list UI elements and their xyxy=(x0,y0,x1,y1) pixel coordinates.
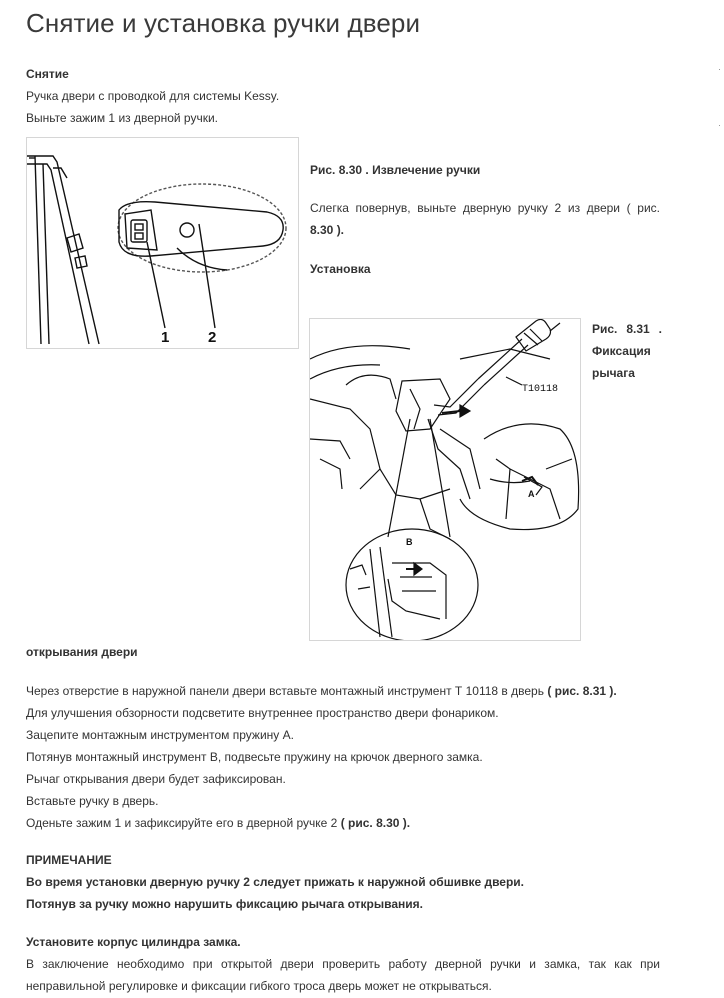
figure-8-31-caption-continued: открывания двери xyxy=(26,645,138,659)
note-line-2: Потянув за ручку можно нарушить фиксацию рычага открывания. xyxy=(26,897,423,911)
figure-label-2: 2 xyxy=(208,329,217,346)
final-line-1: В заключение необходимо при открытой двери проверить работу дверной ручки и замка, так как при xyxy=(26,957,660,971)
figure-8-30-caption: Рис. 8.30 . Извлечение ручки xyxy=(310,163,481,177)
step-2: Для улучшения обзорности подсветите внутреннее пространство двери фонариком. xyxy=(26,706,499,720)
figure-label-1: 1 xyxy=(161,329,170,346)
step-3: Зацепите монтажным инструментом пружину А. xyxy=(26,728,294,742)
final-heading: Установите корпус цилиндра замка. xyxy=(26,935,241,949)
edge-mark: · xyxy=(718,120,721,130)
removal-line-2: Выньте зажим 1 из дверной ручки. xyxy=(26,111,218,125)
removal-line-1: Ручка двери с проводкой для системы Kessy. xyxy=(26,89,280,103)
note-line-1: Во время установки дверную ручку 2 следует прижать к наружной обшивке двери. xyxy=(26,875,525,889)
removal-heading: Снятие xyxy=(26,67,69,81)
door-handle-drawing xyxy=(27,138,298,348)
final-line-2: неправильной регулировке и фиксации гибкого троса дверь может не открываться. xyxy=(26,979,492,993)
step-6: Вставьте ручку в дверь. xyxy=(26,794,159,808)
step-7: Оденьте зажим 1 и зафиксируйте его в дверной ручке 2 ( рис. 8.30 ). xyxy=(26,816,411,830)
step-5: Рычаг открывания двери будет зафиксирован. xyxy=(26,772,286,786)
figure-8-31-lever-lock xyxy=(309,318,581,641)
figure-8-31-caption-line-2: Фиксация xyxy=(592,344,651,358)
note-heading: ПРИМЕЧАНИЕ xyxy=(26,853,112,867)
figure-8-31-caption-line-3: рычага xyxy=(592,366,635,380)
page-title: Снятие и установка ручки двери xyxy=(26,8,421,38)
step-1: Через отверстие в наружной панели двери вставьте монтажный инструмент Т 10118 в дверь ( рис. 8.31 ). xyxy=(26,684,617,698)
step-4: Потянув монтажный инструмент В, подвесьте пружину на крючок дверного замка. xyxy=(26,750,483,764)
edge-mark: · xyxy=(718,64,721,74)
figure-8-30-text-line-2: 8.30 ). xyxy=(310,223,345,237)
lever-lock-drawing xyxy=(310,319,580,640)
figure-8-30-door-handle xyxy=(26,137,299,349)
installation-heading: Установка xyxy=(310,262,371,276)
tool-label-b: B xyxy=(406,537,413,547)
figure-8-30-text-line-1: Слегка повернув, выньте дверную ручку 2 из двери ( рис. xyxy=(310,201,660,215)
tool-label: T10118 xyxy=(522,384,559,395)
spring-label-a: A xyxy=(528,489,535,499)
figure-8-31-caption-line-1: Рис. 8.31 . xyxy=(592,322,662,336)
